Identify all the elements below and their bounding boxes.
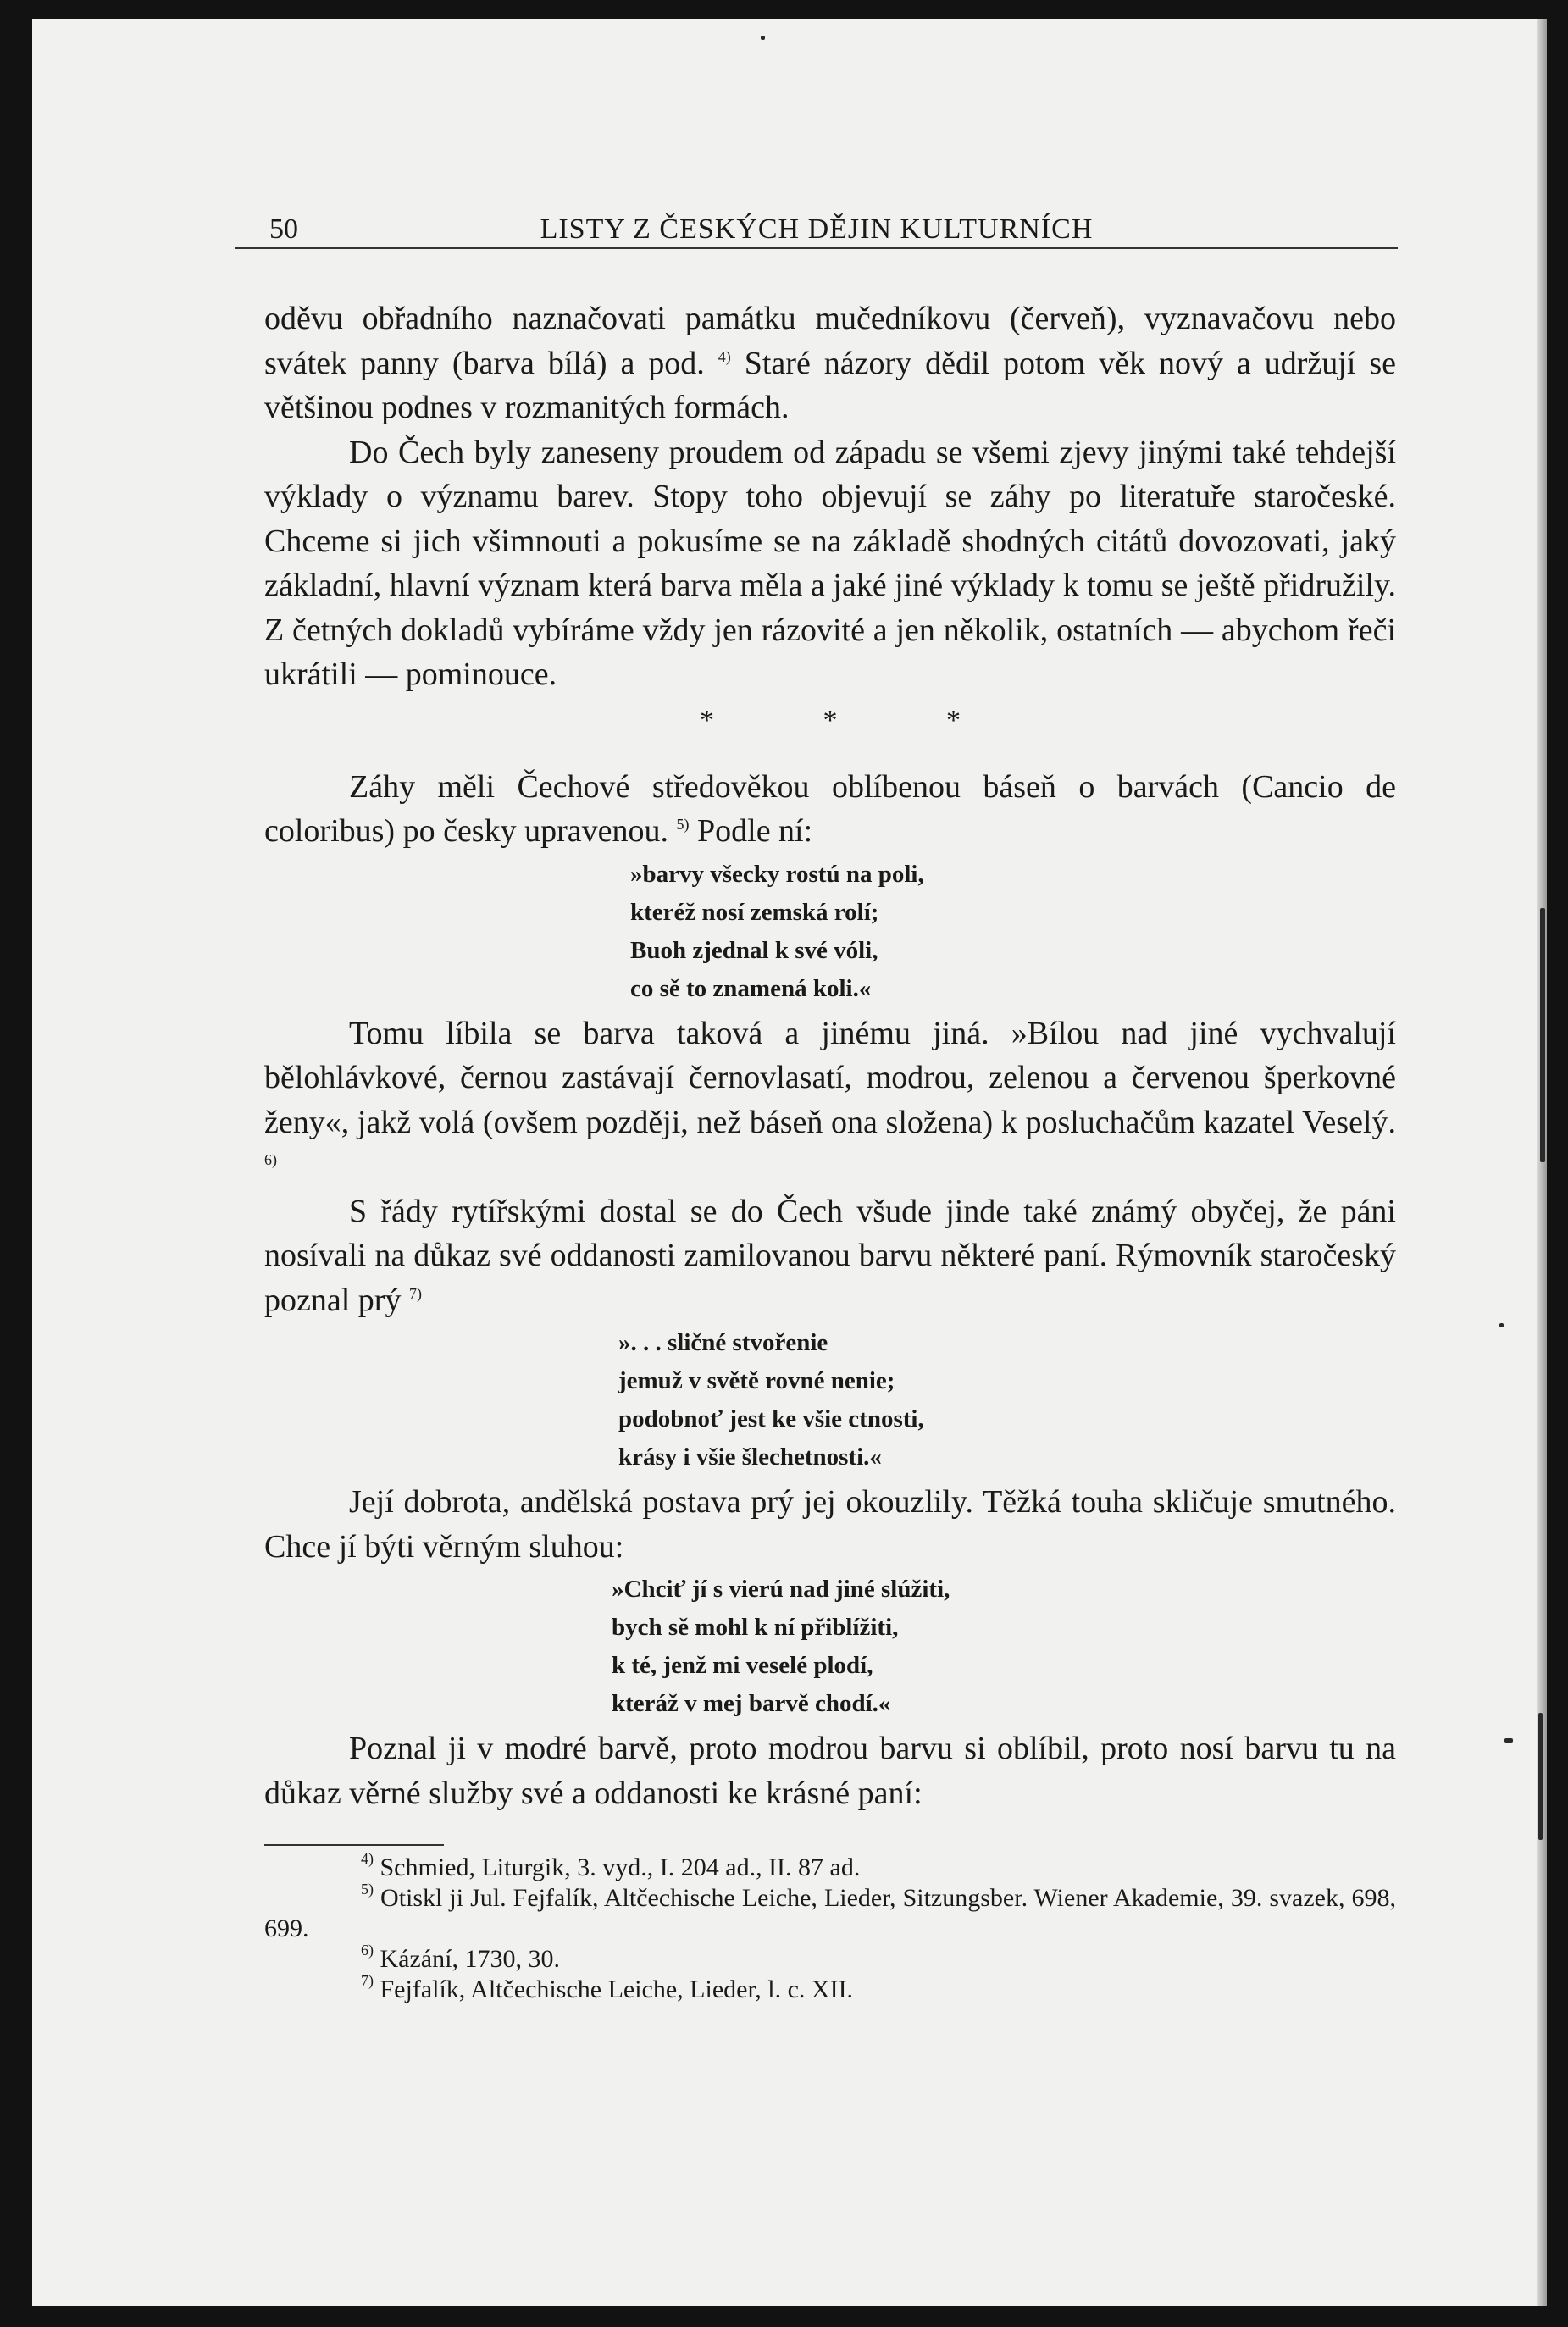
section-divider: * * *: [700, 704, 1011, 736]
footnote-mark: 6): [361, 1942, 374, 1959]
verse-quote: [630, 856, 1396, 1008]
footnote-mark: 7): [361, 1972, 374, 1989]
verse-line: k té, jenž mi veselé plodí,: [612, 1652, 873, 1679]
footnote-ref[interactable]: 6): [264, 1151, 277, 1168]
paragraph: Tomu líbila se barva taková a jinému jiná. »Bílou nad jiné vychvalují bělohlávkové, černou zastávají černovlasatí, modrou, zelenou a červenou šperkovné ženy«, jakž volá (ovšem později, než báseň ona složena) k posluchačům kazatel Veselý. $^{6)}$: [264, 1015, 1396, 1168]
verse-quote: [618, 1324, 1396, 1477]
scan-speck: [1540, 908, 1545, 1162]
paragraph: oděvu obřadního naznačovati památku mučedníkovu (červeň), vyznavačovu nebo svátek panny (barva bílá) a pod. $^{4)}$ Staré názory dědil potom věk nový a udržují se většinou podnes v rozmanitých formách.: [264, 301, 1397, 425]
footnote: $^{6)}$ Kázání, 1730, 30.: [361, 1942, 560, 1973]
verse-line: podobnoť jest ke všie ctnosti,: [618, 1405, 924, 1432]
running-head: LISTY Z ČESKÝCH DĚJIN KULTURNÍCH: [540, 213, 1094, 245]
page-edge-shadow: [1537, 19, 1547, 2306]
footnote-ref[interactable]: 7): [408, 1284, 422, 1302]
scan-speck: [1504, 1738, 1513, 1743]
footnote-ref[interactable]: 5): [676, 816, 690, 833]
footnote: $^{5)}$ Otiskl ji Jul. Fejfalík, Altčechische Leiche, Lieder, Sitzungsber. Wiener Akademie, 39. svazek, 698, 699.: [264, 1881, 1397, 1942]
verse-line: kteráž v mej barvě chodí.«: [612, 1690, 891, 1717]
page-number: 50: [269, 213, 298, 245]
verse-line: bych sě mohl k ní přiblížiti,: [612, 1614, 899, 1641]
paragraph: Do Čech byly zaneseny proudem od západu se všemi zjevy jinými také tehdejší výklady o významu barev. Stopy toho objevují se záhy po literatuře staročeské. Chceme si jich všimnouti a pokusíme se na základě shodných citátů dovozovati, jaký základní, hlavní význam která barva měla a jaké jiné výklady k tomu se ještě přidružily. Z četných dokladů vybíráme vždy jen rázovité a jen několik, ostatních — abychom řeči ukrátili — pominouce.: [264, 434, 1396, 692]
scan-speck: [1499, 1323, 1504, 1327]
paragraph: S řády rytířskými dostal se do Čech všude jinde také známý obyčej, že páni nosívali na důkaz své oddanosti zamilovanou barvu některé paní. Rýmovník staročeský poznal prý $^{7)}$: [264, 1193, 1396, 1318]
verse-line: kteréž nosí zemská rolí;: [630, 898, 879, 926]
verse-line: ». . . sličné stvořenie: [618, 1329, 828, 1356]
footnote-mark: 4): [361, 1850, 374, 1867]
footnote: $^{7)}$ Fejfalík, Altčechische Leiche, Lieder, l. c. XII.: [361, 1972, 854, 2003]
paragraph: Její dobrota, andělská postava prý jej okouzlily. Těžká touha skličuje smutného. Chce jí býti věrným sluhou:: [264, 1484, 1396, 1565]
footnotes: [264, 1850, 1397, 2005]
verse-line: krásy i všie šlechetnosti.«: [618, 1443, 882, 1471]
verse-line: »barvy všecky rostú na poli,: [630, 860, 924, 888]
footnote-mark: 5): [361, 1881, 374, 1898]
footnote-ref[interactable]: 4): [718, 347, 731, 365]
verse-line: jemuž v světě rovné nenie;: [618, 1367, 895, 1394]
footnote-divider: [264, 1844, 444, 1846]
paragraph: Záhy měli Čechové středověkou oblíbenou báseň o barvách (Cancio de coloribus) po česky upravenou. $^{5)}$ Podle ní:: [264, 768, 1396, 849]
verse-line: co sě to znamená koli.«: [630, 974, 872, 1002]
verse-line: Buoh zjednal k své vóli,: [630, 936, 878, 964]
paragraph: Poznal ji v modré barvě, proto modrou barvu si oblíbil, proto nosí barvu tu na důkaz věrné služby své a oddanosti ke krásné paní:: [264, 1731, 1396, 1811]
verse-quote: [612, 1571, 1396, 1723]
body-text: [264, 296, 1396, 2005]
scan-speck: [761, 36, 765, 40]
verse-line: »Chciť jí s vierú nad jiné slúžiti,: [612, 1576, 950, 1603]
page-header: [235, 195, 1398, 249]
footnote: $^{4)}$ Schmied, Liturgik, 3. vyd., I. 204 ad., II. 87 ad.: [361, 1850, 861, 1881]
scan-speck: [1538, 1713, 1543, 1840]
